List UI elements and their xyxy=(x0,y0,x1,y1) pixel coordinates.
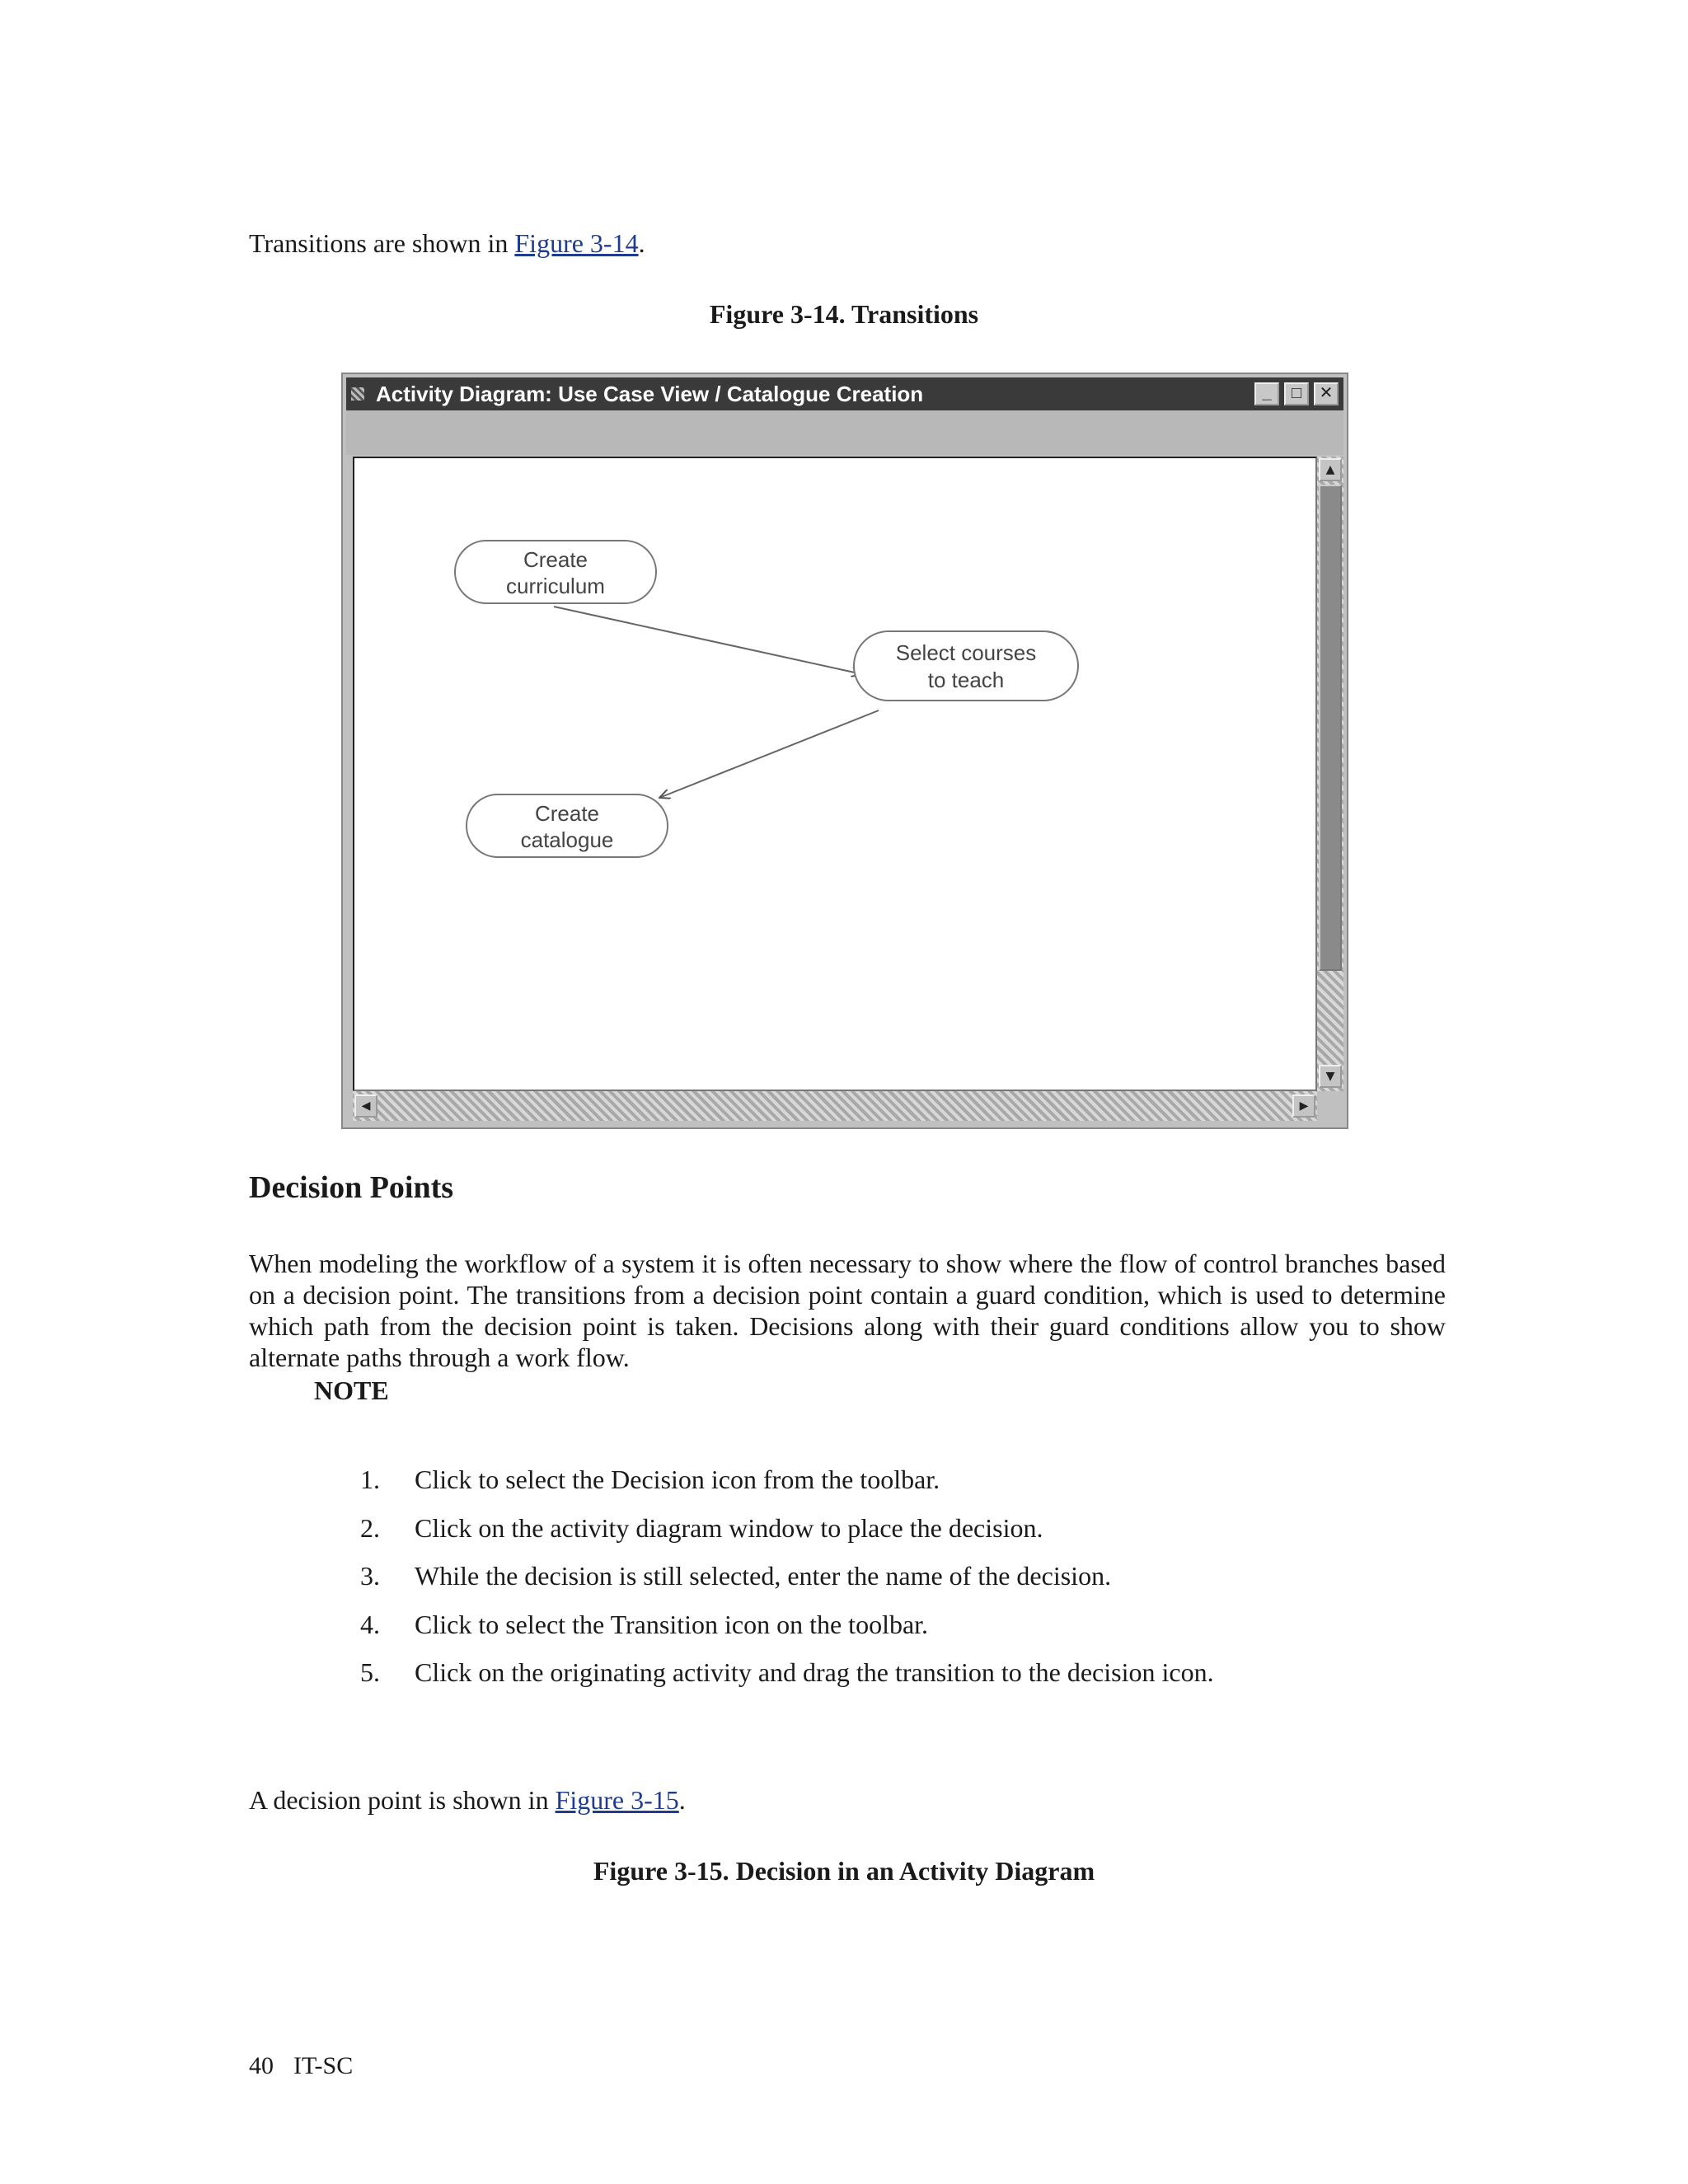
window-title: Activity Diagram: Use Case View / Catalogue Creation xyxy=(376,381,924,406)
transition-arrow-1[interactable] xyxy=(554,607,862,674)
list-item xyxy=(360,1560,1214,1609)
steps-list xyxy=(360,1464,1214,1705)
window-titlebar xyxy=(346,377,1343,410)
activity-label-line1: Create xyxy=(534,801,600,826)
minimize-icon[interactable]: _ xyxy=(1254,382,1279,405)
page-footer xyxy=(249,2052,353,2080)
intro-paragraph xyxy=(249,227,645,259)
outro-text: A decision point is shown in xyxy=(249,1785,556,1815)
scroll-left-icon[interactable]: ◀ xyxy=(354,1094,377,1118)
intro-period: . xyxy=(638,228,645,258)
window-menubar xyxy=(346,410,1343,455)
body-paragraph: When modeling the workflow of a system it is often necessary to show where the flow of control branches based on a decision point. The transitions from a decision point contain a guard condition, which is used to determine which path from the decision point is taken. Decisions along with their guard conditions allow you to show alternate paths through a work flow. xyxy=(249,1249,1446,1372)
footer-label: IT-SC xyxy=(293,2052,354,2079)
intro-text: Transitions are shown in xyxy=(249,228,515,258)
transition-arrow-2[interactable] xyxy=(659,710,879,798)
activity-label-line2: to teach xyxy=(927,668,1005,692)
step-number: 5. xyxy=(360,1657,380,1687)
activity-diagram-window xyxy=(341,373,1348,1129)
note-label: NOTE xyxy=(314,1376,389,1405)
list-item xyxy=(360,1657,1214,1705)
list-item xyxy=(360,1609,1214,1657)
step-number: 3. xyxy=(360,1561,380,1591)
figure-3-15-link[interactable]: Figure 3-15 xyxy=(555,1785,679,1815)
activity-diagram xyxy=(354,458,1315,1090)
page-number: 40 xyxy=(249,2052,274,2079)
figure-3-15-caption: Figure 3-15. Decision in an Activity Diagram xyxy=(593,1856,1095,1886)
activity-create-curriculum[interactable] xyxy=(455,541,656,603)
scroll-up-icon[interactable]: ▲ xyxy=(1319,458,1342,481)
scroll-right-icon[interactable]: ▶ xyxy=(1292,1094,1315,1118)
step-text: Click on the originating activity and drag the transition to the decision icon. xyxy=(415,1657,1214,1687)
step-number: 2. xyxy=(360,1512,380,1543)
activity-label-line1: Create xyxy=(523,547,588,572)
activity-label-line1: Select courses xyxy=(895,640,1037,665)
list-item xyxy=(360,1464,1214,1512)
step-text: Click to select the Transition icon on the toolbar. xyxy=(415,1609,929,1639)
section-heading: Decision Points xyxy=(249,1170,454,1205)
size-grip[interactable] xyxy=(1317,1091,1343,1121)
step-number: 1. xyxy=(360,1465,380,1494)
step-text: Click to select the Decision icon from the toolbar. xyxy=(415,1465,940,1494)
figure-3-14-link[interactable]: Figure 3-14 xyxy=(514,228,639,258)
step-number: 4. xyxy=(360,1609,380,1639)
activity-label-line2: catalogue xyxy=(520,827,614,852)
diagram-canvas[interactable] xyxy=(353,457,1317,1091)
activity-label-line2: curriculum xyxy=(506,574,605,598)
outro-paragraph xyxy=(249,1784,686,1816)
activity-create-catalogue[interactable] xyxy=(467,794,668,857)
step-text: While the decision is still selected, enter the name of the decision. xyxy=(415,1561,1112,1591)
vertical-scrollbar[interactable] xyxy=(1317,457,1343,1091)
list-item xyxy=(360,1512,1214,1561)
vertical-scroll-thumb[interactable] xyxy=(1319,485,1342,971)
system-menu-icon[interactable] xyxy=(351,387,364,401)
outro-period: . xyxy=(678,1785,686,1815)
figure-3-14-caption: Figure 3-14. Transitions xyxy=(709,299,979,329)
close-icon[interactable]: ✕ xyxy=(1314,382,1339,405)
step-text: Click on the activity diagram window to place the decision. xyxy=(415,1512,1043,1543)
maximize-icon[interactable]: □ xyxy=(1284,382,1309,405)
scroll-down-icon[interactable]: ▼ xyxy=(1319,1065,1342,1088)
activity-select-courses[interactable] xyxy=(854,631,1078,701)
horizontal-scrollbar[interactable] xyxy=(353,1091,1317,1121)
